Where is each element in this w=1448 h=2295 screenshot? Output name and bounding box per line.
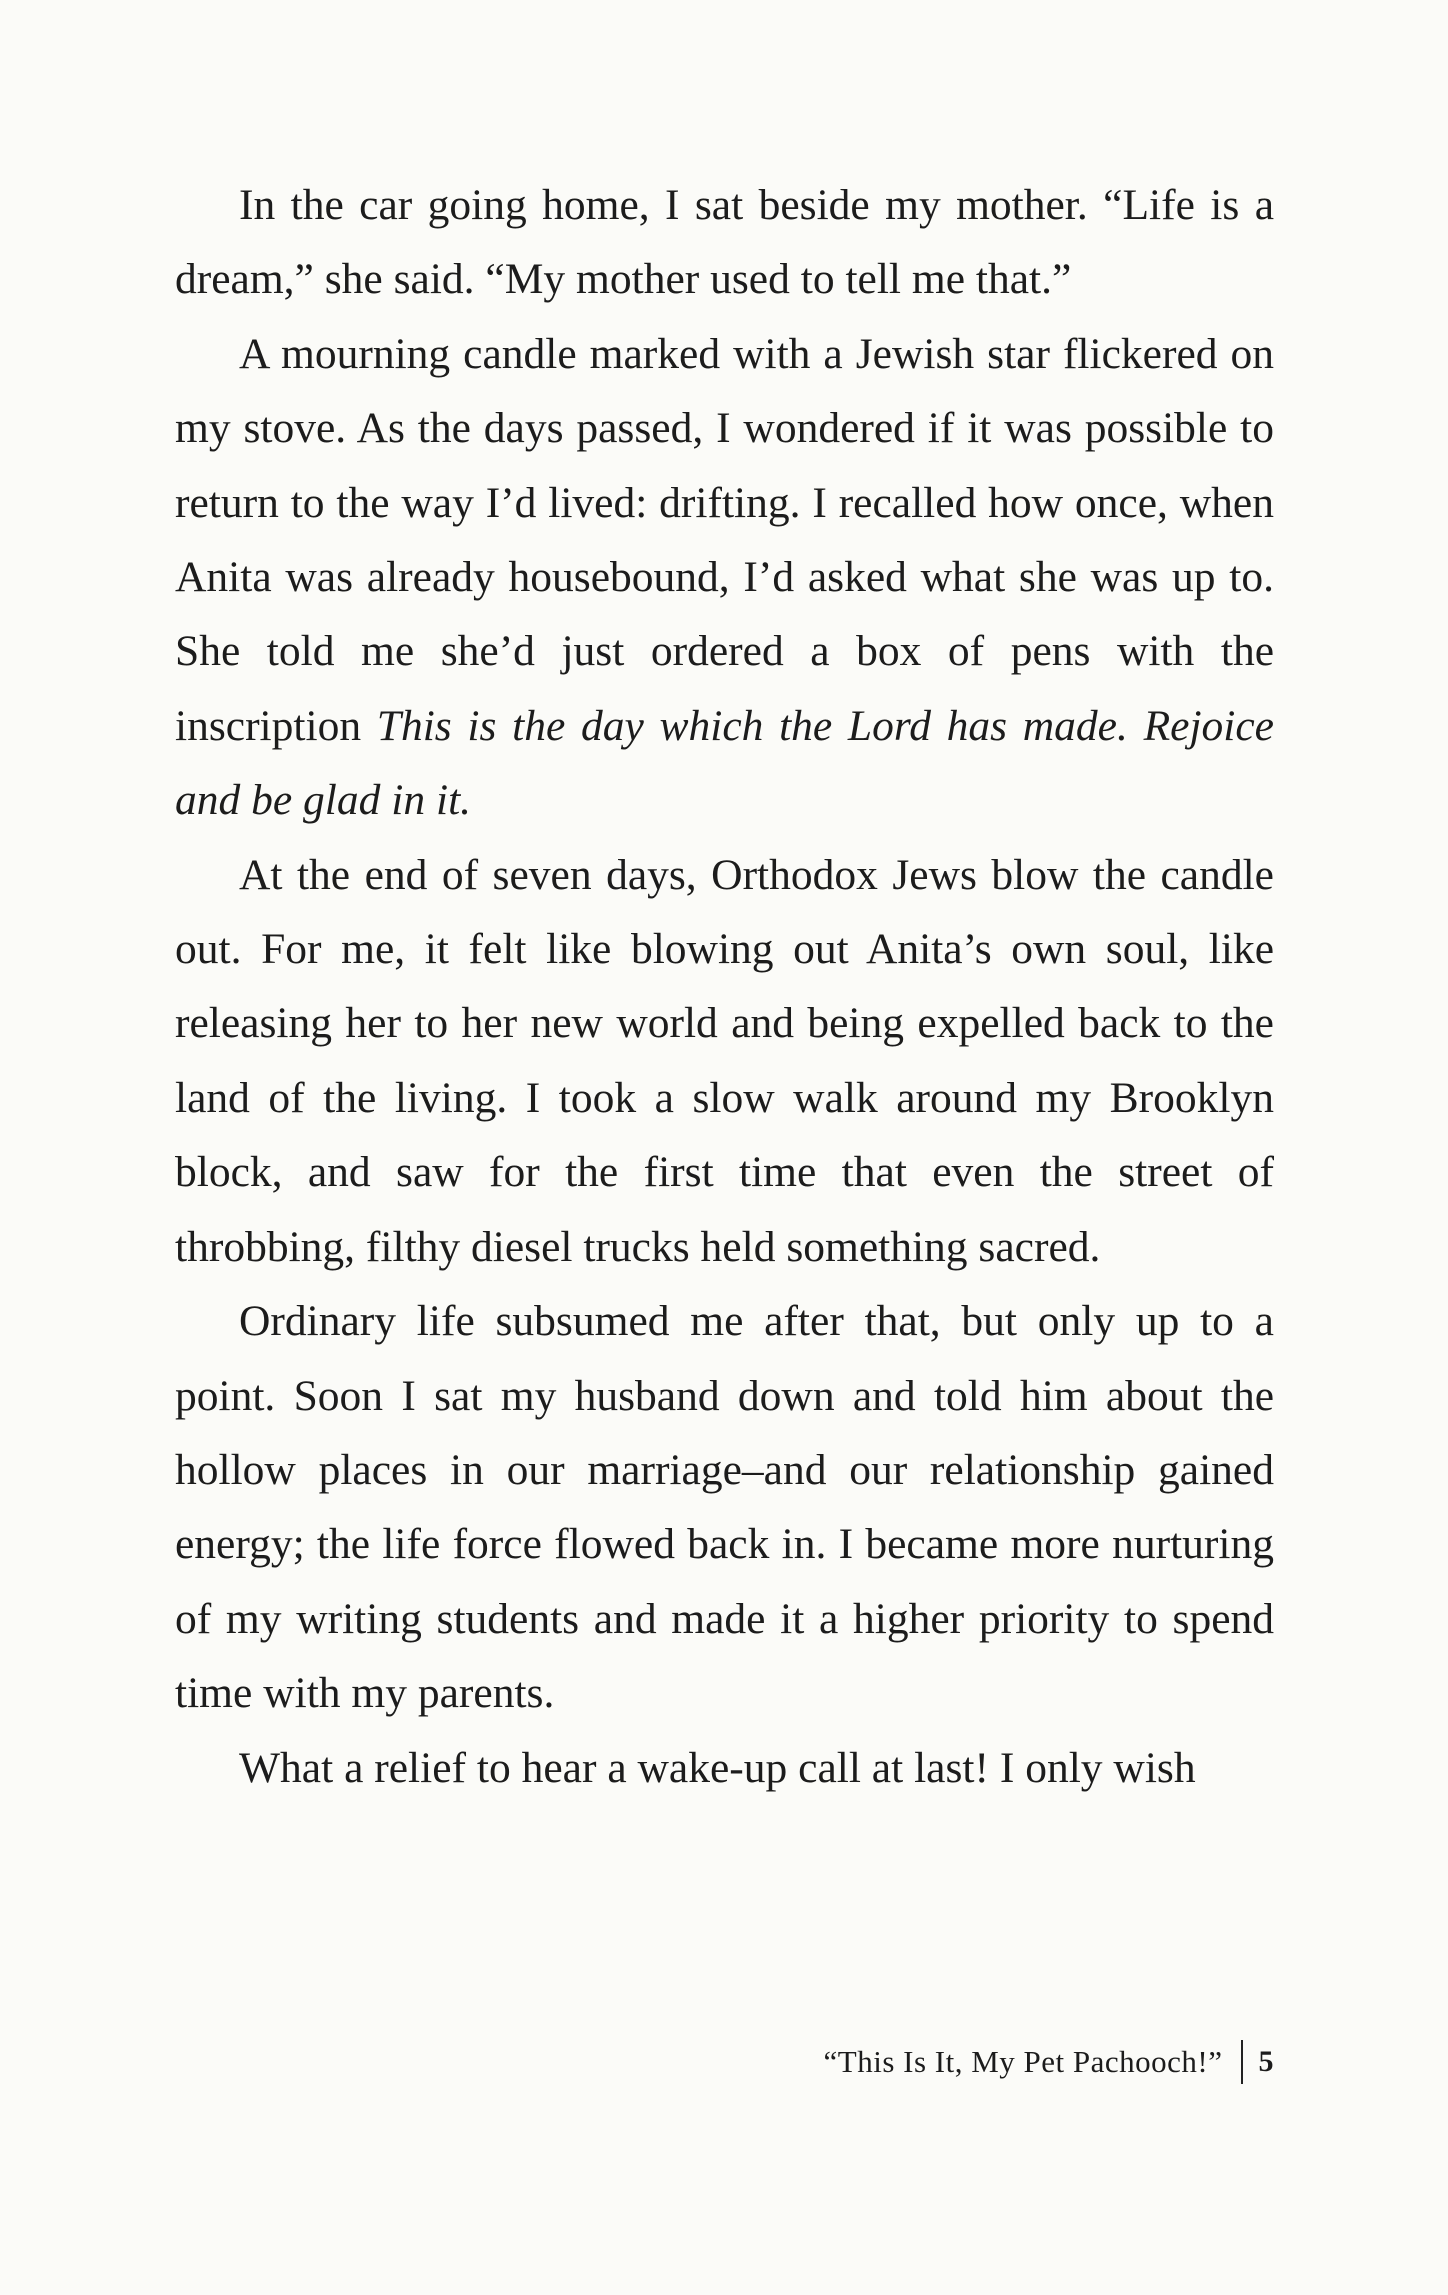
paragraph-5: What a relief to hear a wake-up call at last! I only wish	[239, 1743, 1196, 1792]
paragraph-1: In the car going home, I sat beside my mother. “Life is a dream,” she said. “My mother used to tell me that.”	[175, 181, 1274, 304]
paragraph-3: At the end of seven days, Orthodox Jews blow the candle out. For me, it felt like blowing out Anita’s own soul, like releasing her to her new world and being expelled back to the land of the living. I took a slow walk around my Brooklyn block, and saw for the first time that even the street of throbbing, filthy diesel trucks held something sacred.	[175, 850, 1274, 1271]
paragraph-2	[175, 317, 1274, 838]
running-head: “This Is It, My Pet Pachooch!”	[823, 2044, 1223, 2079]
footer-divider	[1241, 2040, 1243, 2084]
paragraph-4: Ordinary life subsumed me after that, but only up to a point. Soon I sat my husband down and told him about the hollow places in our marriage–and our relationship gained energy; the life force flowed back in. I became more nurturing of my writing students and made it a higher priority to spend time with my parents.	[175, 1297, 1274, 1718]
paragraph-2-italic-quote: This is the day which the Lord has made. Rejoice and be glad in it.	[175, 701, 1274, 825]
page-number: 5	[1258, 2045, 1274, 2078]
paragraph-2-text: A mourning candle marked with a Jewish star flickered on my stove. As the days passed, I wondered if it was possible to return to the way I’d lived: drifting. I recalled how once, when Anita was already housebound, I’d asked what she was up to. She told me she’d just ordered a box of pens with the inscription	[175, 329, 1274, 750]
body-text	[175, 168, 1274, 1805]
page-footer	[560, 2032, 1274, 2092]
